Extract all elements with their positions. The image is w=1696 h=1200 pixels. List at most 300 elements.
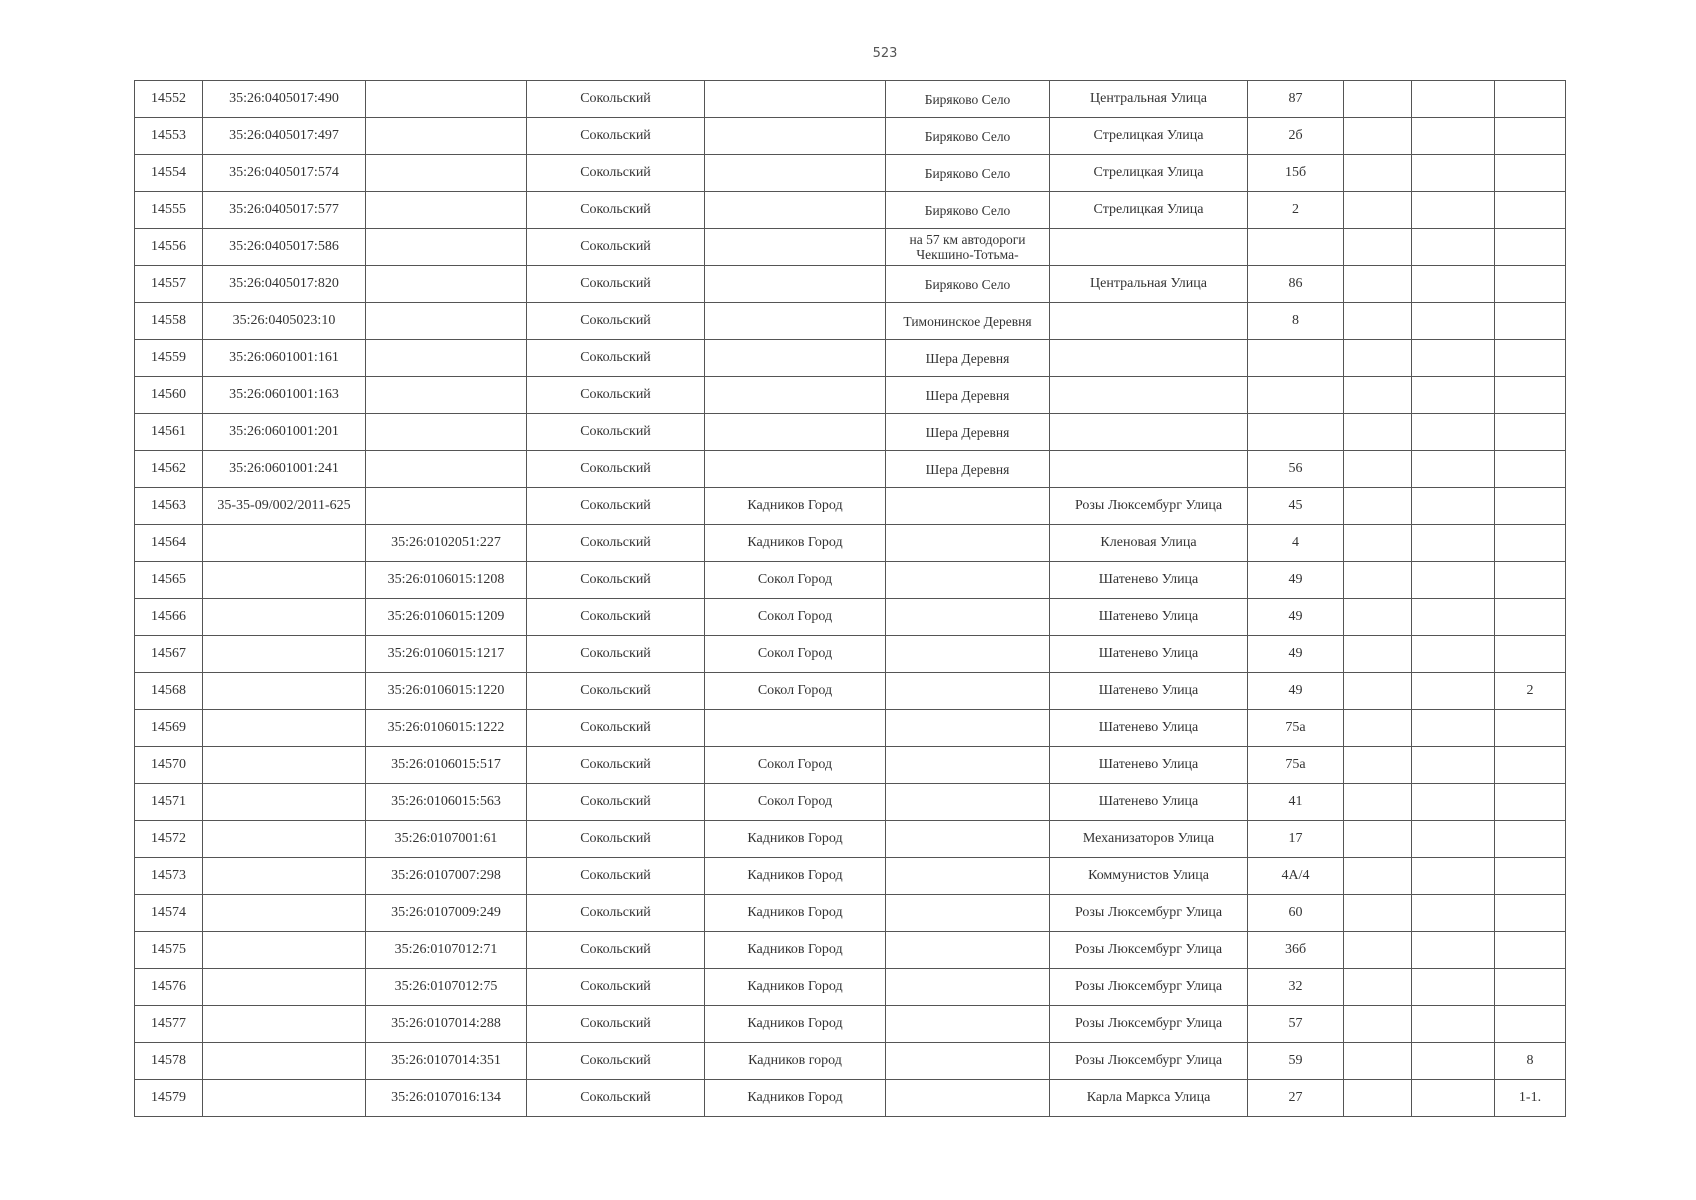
cadastral-number-cell: 35:26:0601001:163 bbox=[203, 377, 366, 414]
conditional-number-cell bbox=[366, 118, 527, 155]
conditional-number-cell: 35:26:0106015:517 bbox=[366, 747, 527, 784]
structure-cell bbox=[1412, 340, 1495, 377]
table-row bbox=[135, 969, 1566, 1006]
house-number-cell: 17 bbox=[1248, 821, 1344, 858]
table-row bbox=[135, 118, 1566, 155]
structure-cell bbox=[1412, 710, 1495, 747]
house-number-cell: 36б bbox=[1248, 932, 1344, 969]
house-number-cell: 4А/4 bbox=[1248, 858, 1344, 895]
district-cell: Сокольский bbox=[527, 340, 705, 377]
settlement-cell bbox=[886, 932, 1050, 969]
conditional-number-cell: 35:26:0106015:1217 bbox=[366, 636, 527, 673]
apartment-cell bbox=[1495, 303, 1566, 340]
house-number-cell: 57 bbox=[1248, 1006, 1344, 1043]
apartment-cell: 2 bbox=[1495, 673, 1566, 710]
conditional-number-cell bbox=[366, 414, 527, 451]
structure-cell bbox=[1412, 414, 1495, 451]
settlement-cell: Шера Деревня bbox=[886, 451, 1050, 488]
cadastral-number-cell: 35:26:0405023:10 bbox=[203, 303, 366, 340]
building-cell bbox=[1344, 636, 1412, 673]
building-cell bbox=[1344, 784, 1412, 821]
table-row bbox=[135, 562, 1566, 599]
cadastral-number-cell bbox=[203, 747, 366, 784]
record-number-cell: 14556 bbox=[135, 229, 203, 266]
district-cell: Сокольский bbox=[527, 821, 705, 858]
building-cell bbox=[1344, 229, 1412, 266]
table-body bbox=[135, 81, 1566, 1117]
building-cell bbox=[1344, 303, 1412, 340]
building-cell bbox=[1344, 266, 1412, 303]
conditional-number-cell bbox=[366, 377, 527, 414]
house-number-cell: 60 bbox=[1248, 895, 1344, 932]
street-cell: Розы Люксембург Улица bbox=[1050, 488, 1248, 525]
apartment-cell bbox=[1495, 747, 1566, 784]
building-cell bbox=[1344, 155, 1412, 192]
record-number-cell: 14561 bbox=[135, 414, 203, 451]
table-row bbox=[135, 303, 1566, 340]
building-cell bbox=[1344, 562, 1412, 599]
table-row bbox=[135, 377, 1566, 414]
structure-cell bbox=[1412, 784, 1495, 821]
cadastral-number-cell: 35:26:0601001:161 bbox=[203, 340, 366, 377]
district-cell: Сокольский bbox=[527, 895, 705, 932]
settlement-cell: Биряково Село bbox=[886, 155, 1050, 192]
house-number-cell bbox=[1248, 414, 1344, 451]
conditional-number-cell: 35:26:0106015:1222 bbox=[366, 710, 527, 747]
conditional-number-cell bbox=[366, 229, 527, 266]
district-cell: Сокольский bbox=[527, 303, 705, 340]
cadastral-number-cell: 35:26:0405017:574 bbox=[203, 155, 366, 192]
table-row bbox=[135, 229, 1566, 266]
apartment-cell bbox=[1495, 414, 1566, 451]
city-cell bbox=[705, 155, 886, 192]
table-row bbox=[135, 451, 1566, 488]
street-cell: Карла Маркса Улица bbox=[1050, 1080, 1248, 1117]
street-cell: Коммунистов Улица bbox=[1050, 858, 1248, 895]
settlement-cell bbox=[886, 562, 1050, 599]
settlement-cell: на 57 км автодороги Чекшино-Тотьма- bbox=[886, 229, 1050, 266]
street-cell: Стрелицкая Улица bbox=[1050, 118, 1248, 155]
structure-cell bbox=[1412, 747, 1495, 784]
house-number-cell bbox=[1248, 377, 1344, 414]
settlement-cell bbox=[886, 636, 1050, 673]
apartment-cell bbox=[1495, 81, 1566, 118]
street-cell: Шатенево Улица bbox=[1050, 636, 1248, 673]
street-cell: Розы Люксембург Улица bbox=[1050, 969, 1248, 1006]
district-cell: Сокольский bbox=[527, 155, 705, 192]
record-number-cell: 14569 bbox=[135, 710, 203, 747]
settlement-cell: Тимонинское Деревня bbox=[886, 303, 1050, 340]
settlement-cell: Биряково Село bbox=[886, 192, 1050, 229]
city-cell: Кадников Город bbox=[705, 488, 886, 525]
district-cell: Сокольский bbox=[527, 229, 705, 266]
street-cell: Розы Люксембург Улица bbox=[1050, 932, 1248, 969]
settlement-cell: Биряково Село bbox=[886, 266, 1050, 303]
record-number-cell: 14566 bbox=[135, 599, 203, 636]
structure-cell bbox=[1412, 155, 1495, 192]
street-cell: Шатенево Улица bbox=[1050, 562, 1248, 599]
apartment-cell bbox=[1495, 821, 1566, 858]
record-number-cell: 14571 bbox=[135, 784, 203, 821]
structure-cell bbox=[1412, 895, 1495, 932]
cadastral-number-cell bbox=[203, 1006, 366, 1043]
structure-cell bbox=[1412, 451, 1495, 488]
city-cell bbox=[705, 414, 886, 451]
cadastral-number-cell: 35:26:0405017:586 bbox=[203, 229, 366, 266]
district-cell: Сокольский bbox=[527, 1043, 705, 1080]
cadastral-number-cell bbox=[203, 821, 366, 858]
cadastral-number-cell bbox=[203, 636, 366, 673]
cadastral-number-cell bbox=[203, 858, 366, 895]
table-row bbox=[135, 1080, 1566, 1117]
apartment-cell bbox=[1495, 266, 1566, 303]
record-number-cell: 14557 bbox=[135, 266, 203, 303]
street-cell: Шатенево Улица bbox=[1050, 784, 1248, 821]
record-number-cell: 14579 bbox=[135, 1080, 203, 1117]
record-number-cell: 14564 bbox=[135, 525, 203, 562]
structure-cell bbox=[1412, 488, 1495, 525]
city-cell bbox=[705, 229, 886, 266]
record-number-cell: 14574 bbox=[135, 895, 203, 932]
building-cell bbox=[1344, 488, 1412, 525]
apartment-cell bbox=[1495, 969, 1566, 1006]
district-cell: Сокольский bbox=[527, 932, 705, 969]
cadastral-number-cell: 35-35-09/002/2011-625 bbox=[203, 488, 366, 525]
structure-cell bbox=[1412, 932, 1495, 969]
house-number-cell: 87 bbox=[1248, 81, 1344, 118]
record-number-cell: 14565 bbox=[135, 562, 203, 599]
street-cell: Шатенево Улица bbox=[1050, 710, 1248, 747]
house-number-cell: 2б bbox=[1248, 118, 1344, 155]
house-number-cell: 56 bbox=[1248, 451, 1344, 488]
apartment-cell bbox=[1495, 118, 1566, 155]
street-cell: Шатенево Улица bbox=[1050, 747, 1248, 784]
record-number-cell: 14575 bbox=[135, 932, 203, 969]
structure-cell bbox=[1412, 1006, 1495, 1043]
settlement-cell bbox=[886, 858, 1050, 895]
apartment-cell bbox=[1495, 562, 1566, 599]
building-cell bbox=[1344, 895, 1412, 932]
record-number-cell: 14552 bbox=[135, 81, 203, 118]
city-cell: Кадников Город bbox=[705, 821, 886, 858]
conditional-number-cell: 35:26:0107012:75 bbox=[366, 969, 527, 1006]
structure-cell bbox=[1412, 1043, 1495, 1080]
structure-cell bbox=[1412, 969, 1495, 1006]
street-cell: Стрелицкая Улица bbox=[1050, 192, 1248, 229]
building-cell bbox=[1344, 340, 1412, 377]
apartment-cell bbox=[1495, 710, 1566, 747]
house-number-cell: 75а bbox=[1248, 747, 1344, 784]
table-row bbox=[135, 1043, 1566, 1080]
building-cell bbox=[1344, 599, 1412, 636]
structure-cell bbox=[1412, 229, 1495, 266]
conditional-number-cell bbox=[366, 488, 527, 525]
cadastral-number-cell bbox=[203, 525, 366, 562]
cadastral-number-cell bbox=[203, 599, 366, 636]
page-number: 523 bbox=[872, 46, 898, 61]
city-cell bbox=[705, 266, 886, 303]
table-row bbox=[135, 192, 1566, 229]
district-cell: Сокольский bbox=[527, 81, 705, 118]
table-row bbox=[135, 525, 1566, 562]
settlement-cell bbox=[886, 1006, 1050, 1043]
house-number-cell bbox=[1248, 340, 1344, 377]
house-number-cell: 59 bbox=[1248, 1043, 1344, 1080]
house-number-cell: 4 bbox=[1248, 525, 1344, 562]
house-number-cell: 27 bbox=[1248, 1080, 1344, 1117]
district-cell: Сокольский bbox=[527, 414, 705, 451]
city-cell: Кадников город bbox=[705, 1043, 886, 1080]
conditional-number-cell: 35:26:0106015:563 bbox=[366, 784, 527, 821]
apartment-cell bbox=[1495, 858, 1566, 895]
structure-cell bbox=[1412, 858, 1495, 895]
record-number-cell: 14559 bbox=[135, 340, 203, 377]
street-cell bbox=[1050, 451, 1248, 488]
record-number-cell: 14567 bbox=[135, 636, 203, 673]
house-number-cell: 86 bbox=[1248, 266, 1344, 303]
apartment-cell bbox=[1495, 451, 1566, 488]
apartment-cell bbox=[1495, 155, 1566, 192]
apartment-cell bbox=[1495, 932, 1566, 969]
city-cell: Сокол Город bbox=[705, 747, 886, 784]
structure-cell bbox=[1412, 562, 1495, 599]
district-cell: Сокольский bbox=[527, 266, 705, 303]
apartment-cell bbox=[1495, 599, 1566, 636]
apartment-cell bbox=[1495, 377, 1566, 414]
house-number-cell: 49 bbox=[1248, 636, 1344, 673]
cadastral-number-cell bbox=[203, 562, 366, 599]
conditional-number-cell bbox=[366, 303, 527, 340]
building-cell bbox=[1344, 673, 1412, 710]
city-cell: Кадников Город bbox=[705, 1080, 886, 1117]
district-cell: Сокольский bbox=[527, 969, 705, 1006]
cadastral-number-cell bbox=[203, 932, 366, 969]
district-cell: Сокольский bbox=[527, 451, 705, 488]
street-cell: Шатенево Улица bbox=[1050, 673, 1248, 710]
apartment-cell bbox=[1495, 525, 1566, 562]
table-row bbox=[135, 710, 1566, 747]
district-cell: Сокольский bbox=[527, 858, 705, 895]
house-number-cell: 41 bbox=[1248, 784, 1344, 821]
record-number-cell: 14553 bbox=[135, 118, 203, 155]
apartment-cell bbox=[1495, 895, 1566, 932]
record-number-cell: 14555 bbox=[135, 192, 203, 229]
city-cell bbox=[705, 303, 886, 340]
settlement-cell bbox=[886, 784, 1050, 821]
settlement-cell bbox=[886, 895, 1050, 932]
city-cell bbox=[705, 377, 886, 414]
record-number-cell: 14570 bbox=[135, 747, 203, 784]
house-number-cell: 49 bbox=[1248, 562, 1344, 599]
city-cell bbox=[705, 451, 886, 488]
house-number-cell: 32 bbox=[1248, 969, 1344, 1006]
settlement-cell bbox=[886, 1043, 1050, 1080]
table-row bbox=[135, 636, 1566, 673]
table-row bbox=[135, 932, 1566, 969]
district-cell: Сокольский bbox=[527, 488, 705, 525]
structure-cell bbox=[1412, 81, 1495, 118]
city-cell: Кадников Город bbox=[705, 895, 886, 932]
cadastral-number-cell: 35:26:0405017:490 bbox=[203, 81, 366, 118]
district-cell: Сокольский bbox=[527, 710, 705, 747]
cadastral-number-cell bbox=[203, 969, 366, 1006]
cadastral-number-cell bbox=[203, 1080, 366, 1117]
table-row bbox=[135, 1006, 1566, 1043]
table-row bbox=[135, 895, 1566, 932]
table-row bbox=[135, 414, 1566, 451]
apartment-cell bbox=[1495, 340, 1566, 377]
building-cell bbox=[1344, 525, 1412, 562]
house-number-cell: 2 bbox=[1248, 192, 1344, 229]
apartment-cell: 8 bbox=[1495, 1043, 1566, 1080]
house-number-cell bbox=[1248, 229, 1344, 266]
table-row bbox=[135, 81, 1566, 118]
settlement-cell bbox=[886, 710, 1050, 747]
cadastral-number-cell bbox=[203, 784, 366, 821]
street-cell: Центральная Улица bbox=[1050, 81, 1248, 118]
street-cell bbox=[1050, 303, 1248, 340]
structure-cell bbox=[1412, 636, 1495, 673]
record-number-cell: 14558 bbox=[135, 303, 203, 340]
table-row bbox=[135, 821, 1566, 858]
street-cell: Розы Люксембург Улица bbox=[1050, 1043, 1248, 1080]
street-cell: Механизаторов Улица bbox=[1050, 821, 1248, 858]
record-number-cell: 14560 bbox=[135, 377, 203, 414]
conditional-number-cell: 35:26:0106015:1208 bbox=[366, 562, 527, 599]
record-number-cell: 14572 bbox=[135, 821, 203, 858]
conditional-number-cell: 35:26:0107014:288 bbox=[366, 1006, 527, 1043]
district-cell: Сокольский bbox=[527, 525, 705, 562]
cadastral-number-cell: 35:26:0601001:201 bbox=[203, 414, 366, 451]
building-cell bbox=[1344, 377, 1412, 414]
district-cell: Сокольский bbox=[527, 673, 705, 710]
city-cell: Кадников Город bbox=[705, 858, 886, 895]
conditional-number-cell bbox=[366, 451, 527, 488]
conditional-number-cell: 35:26:0107016:134 bbox=[366, 1080, 527, 1117]
conditional-number-cell: 35:26:0107001:61 bbox=[366, 821, 527, 858]
city-cell: Сокол Город bbox=[705, 673, 886, 710]
house-number-cell: 8 bbox=[1248, 303, 1344, 340]
table-row bbox=[135, 747, 1566, 784]
house-number-cell: 75а bbox=[1248, 710, 1344, 747]
conditional-number-cell bbox=[366, 192, 527, 229]
building-cell bbox=[1344, 1043, 1412, 1080]
structure-cell bbox=[1412, 1080, 1495, 1117]
table-row bbox=[135, 340, 1566, 377]
building-cell bbox=[1344, 81, 1412, 118]
property-register-table bbox=[134, 80, 1566, 1117]
structure-cell bbox=[1412, 192, 1495, 229]
record-number-cell: 14568 bbox=[135, 673, 203, 710]
settlement-cell: Шера Деревня bbox=[886, 340, 1050, 377]
record-number-cell: 14573 bbox=[135, 858, 203, 895]
city-cell: Сокол Город bbox=[705, 562, 886, 599]
conditional-number-cell: 35:26:0107014:351 bbox=[366, 1043, 527, 1080]
settlement-cell bbox=[886, 1080, 1050, 1117]
building-cell bbox=[1344, 821, 1412, 858]
district-cell: Сокольский bbox=[527, 377, 705, 414]
apartment-cell bbox=[1495, 784, 1566, 821]
conditional-number-cell bbox=[366, 81, 527, 118]
cadastral-number-cell: 35:26:0405017:820 bbox=[203, 266, 366, 303]
district-cell: Сокольский bbox=[527, 784, 705, 821]
record-number-cell: 14554 bbox=[135, 155, 203, 192]
apartment-cell bbox=[1495, 229, 1566, 266]
settlement-cell bbox=[886, 969, 1050, 1006]
apartment-cell: 1-1. bbox=[1495, 1080, 1566, 1117]
settlement-cell bbox=[886, 673, 1050, 710]
apartment-cell bbox=[1495, 488, 1566, 525]
conditional-number-cell: 35:26:0106015:1209 bbox=[366, 599, 527, 636]
building-cell bbox=[1344, 1006, 1412, 1043]
settlement-cell: Биряково Село bbox=[886, 81, 1050, 118]
record-number-cell: 14563 bbox=[135, 488, 203, 525]
building-cell bbox=[1344, 969, 1412, 1006]
cadastral-number-cell bbox=[203, 673, 366, 710]
conditional-number-cell: 35:26:0106015:1220 bbox=[366, 673, 527, 710]
table-row bbox=[135, 784, 1566, 821]
city-cell bbox=[705, 710, 886, 747]
conditional-number-cell: 35:26:0107007:298 bbox=[366, 858, 527, 895]
street-cell bbox=[1050, 377, 1248, 414]
building-cell bbox=[1344, 1080, 1412, 1117]
apartment-cell bbox=[1495, 192, 1566, 229]
street-cell bbox=[1050, 229, 1248, 266]
settlement-cell bbox=[886, 821, 1050, 858]
cadastral-number-cell bbox=[203, 710, 366, 747]
city-cell bbox=[705, 340, 886, 377]
city-cell: Кадников Город bbox=[705, 1006, 886, 1043]
district-cell: Сокольский bbox=[527, 118, 705, 155]
district-cell: Сокольский bbox=[527, 1006, 705, 1043]
apartment-cell bbox=[1495, 1006, 1566, 1043]
city-cell bbox=[705, 118, 886, 155]
city-cell: Кадников Город bbox=[705, 969, 886, 1006]
structure-cell bbox=[1412, 266, 1495, 303]
structure-cell bbox=[1412, 821, 1495, 858]
table-row bbox=[135, 599, 1566, 636]
cadastral-number-cell bbox=[203, 895, 366, 932]
settlement-cell bbox=[886, 488, 1050, 525]
house-number-cell: 49 bbox=[1248, 673, 1344, 710]
street-cell: Розы Люксембург Улица bbox=[1050, 895, 1248, 932]
record-number-cell: 14577 bbox=[135, 1006, 203, 1043]
structure-cell bbox=[1412, 118, 1495, 155]
table-row bbox=[135, 266, 1566, 303]
city-cell: Сокол Город bbox=[705, 636, 886, 673]
table-row bbox=[135, 488, 1566, 525]
street-cell bbox=[1050, 340, 1248, 377]
structure-cell bbox=[1412, 377, 1495, 414]
settlement-cell bbox=[886, 599, 1050, 636]
house-number-cell: 15б bbox=[1248, 155, 1344, 192]
district-cell: Сокольский bbox=[527, 192, 705, 229]
city-cell: Кадников Город bbox=[705, 932, 886, 969]
city-cell bbox=[705, 192, 886, 229]
city-cell: Сокол Город bbox=[705, 784, 886, 821]
settlement-cell: Биряково Село bbox=[886, 118, 1050, 155]
street-cell bbox=[1050, 414, 1248, 451]
table-row bbox=[135, 858, 1566, 895]
settlement-cell: Шера Деревня bbox=[886, 377, 1050, 414]
conditional-number-cell bbox=[366, 155, 527, 192]
conditional-number-cell bbox=[366, 340, 527, 377]
street-cell: Шатенево Улица bbox=[1050, 599, 1248, 636]
apartment-cell bbox=[1495, 636, 1566, 673]
building-cell bbox=[1344, 451, 1412, 488]
street-cell: Кленовая Улица bbox=[1050, 525, 1248, 562]
building-cell bbox=[1344, 932, 1412, 969]
